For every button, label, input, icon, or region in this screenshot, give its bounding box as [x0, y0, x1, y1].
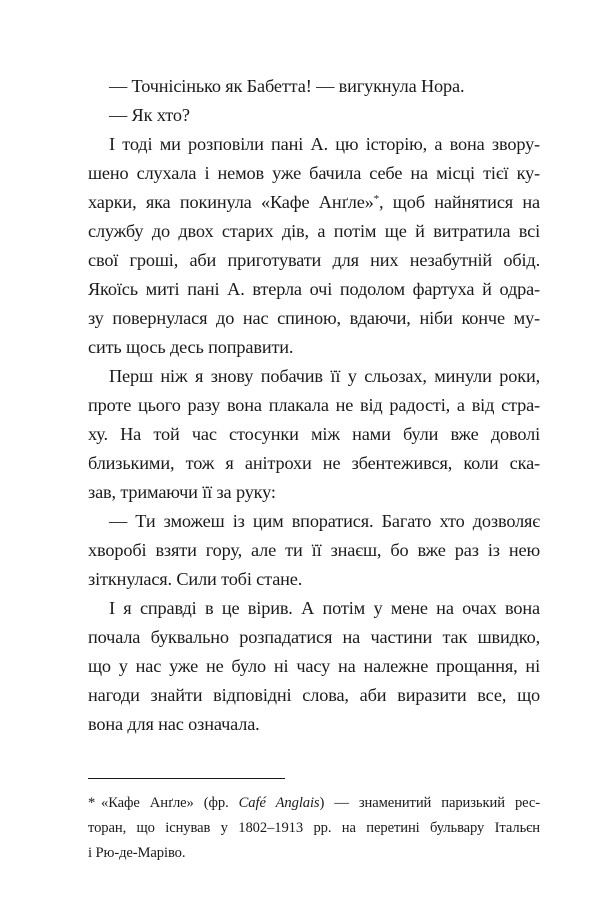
- text-line: вона для нас означала.: [88, 714, 260, 734]
- text-line: — Ти зможеш із цим впоратися. Багато хто дозволяє: [109, 511, 540, 531]
- text-line: — Точнісінько як Бабетта! — вигукнула Нора.: [109, 76, 465, 96]
- text-fragment: «Кафе Анґле» (фр.: [101, 795, 239, 811]
- footnote-mark[interactable]: *: [373, 193, 380, 205]
- text-fragment: , щоб найнятися на: [379, 192, 540, 212]
- text-line: зу повернулася до нас спиною, вдаючи, ніби конче му-: [88, 308, 540, 328]
- text-line: І тоді ми розповіли пані А. цю історію, а вона звору-: [109, 134, 540, 154]
- paragraph-3: [88, 130, 540, 362]
- footnote-asterisk: *: [88, 795, 96, 811]
- text-line: почала буквально розпадатися на частини так швидко,: [88, 627, 540, 647]
- footnote-line: і Рю-де-Маріво.: [88, 845, 186, 861]
- paragraph-1: [88, 72, 540, 101]
- main-text: [88, 72, 540, 739]
- paragraph-2: [88, 101, 540, 130]
- text-line: близькими, тож я анітрохи не збентежився, коли ска-: [88, 453, 540, 473]
- text-line: сить щось десь поправити.: [88, 337, 294, 357]
- text-line: Якоїсь миті пані А. втерла очі подолом фартуха й одра-: [88, 279, 540, 299]
- text-line: ху. На той час стосунки між нами були вже доволі: [88, 424, 540, 444]
- text-line: свої гроші, аби приготувати для них незабутній обід.: [88, 250, 540, 270]
- text-fragment-italic: Café Anglais: [238, 795, 320, 811]
- text-fragment: харки, яка покинула «Кафе Анґле»: [88, 192, 374, 212]
- footnote-line: торан, що існував у 1802–1913 рр. на перетині бульвару Італьєн: [88, 820, 540, 836]
- text-line: Перш ніж я знову побачив її у сльозах, минули роки,: [109, 366, 540, 386]
- footnote-line: [88, 791, 540, 816]
- paragraph-4: [88, 362, 540, 507]
- text-line: — Як хто?: [109, 105, 190, 125]
- footnote-divider: [88, 778, 285, 779]
- text-line: зіткнулася. Сили тобі стане.: [88, 569, 303, 589]
- text-line: проте цього разу вона плакала не від радості, а від стра-: [88, 395, 540, 415]
- footnote: [88, 791, 540, 866]
- text-line-with-footnote-mark: [88, 188, 540, 217]
- paragraph-5: [88, 507, 540, 594]
- text-line: шено слухала і немов уже бачила себе на місці тієї ку-: [88, 163, 540, 183]
- text-line: що у нас уже не було ні часу на належне прощання, ні: [88, 656, 540, 676]
- text-line: І я справді в це вірив. А потім у мене на очах вона: [109, 598, 540, 618]
- text-fragment: ) — знаменитий паризький рес-: [319, 795, 541, 811]
- paragraph-6: [88, 594, 540, 739]
- text-line: нагоди знайти відповідні слова, аби виразити все, що: [88, 685, 540, 705]
- text-line: зав, тримаючи її за руку:: [88, 482, 276, 502]
- text-line: хворобі взяти гору, але ти її знаєш, бо вже раз із нею: [88, 540, 540, 560]
- text-line: службу до двох старих дів, а потім ще й витратила всі: [88, 221, 540, 241]
